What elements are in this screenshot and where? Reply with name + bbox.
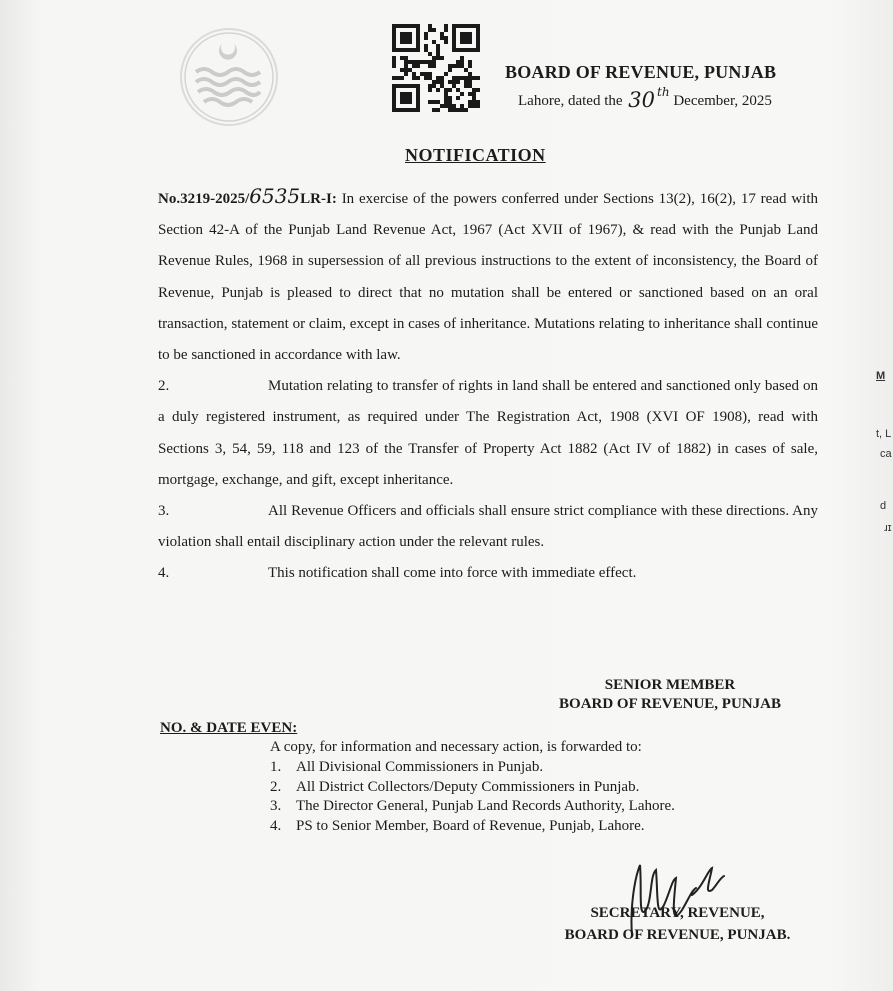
qr-code bbox=[392, 24, 480, 112]
organization-name: BOARD OF REVENUE, PUNJAB bbox=[505, 62, 777, 82]
date-ordinal: th bbox=[657, 85, 670, 99]
signatory-senior-member: SENIOR MEMBER BOARD OF REVENUE, PUNJAB bbox=[559, 677, 781, 712]
handwritten-number: 6535 bbox=[249, 184, 301, 208]
document-page: BOARD OF REVENUE, PUNJAB Lahore, dated the 30 $^{th}$ December, 2025 NOTIFICATION No.3219-2025/6535LR-I: In exercise of the powers conferred under Sections 13(2), 16(2), 17 read with Section 42-A of the Punjab Land Revenue Act, 1967 (Act XVII of 1967), & read with the Punjab Land Revenue Rules, 1968 in supersession of all previous instructions to the extent of inconsistency, the Board of Revenue, Punjab is pleased to direct that no mutation shall be entered or sanctioned based on an oral transaction, statement or claim, except in cases of inheritance. Mutations relating to inheritance shall continue to be sanctioned in accordance with law. 2. Mutation relating to transfer of rights in land shall be entered and sanctioned only based on a duly registered instrument, as required under The Registration Act, 1908 (XVI OF 1908), read with Sections 3, 54, 59, 118 and 123 of the Transfer of Property Act 1882 (Act IV of 1882) in cases of sale, mortgage, exchange, and gift, except inheritance. 3. All Revenue Officers and officials shall ensure strict compliance with these directions. Any violation shall entail disciplinary action under the relevant rules. 4. This notification shall come into force with immediate effect. SENIOR MEMBER BOARD OF REVENUE, PUNJAB NO. & DATE EVEN: A copy, for information and necessary action, is forwarded to: 1. All Divisional Commissioners in Punjab. 2. All District Collectors/Deputy Commissioners in Punjab. 3. The Director General, Punjab Land Records Authority, Lahore. 4. PS to Senior Member, Board of Revenue, Punjab, Lahore. SECRETARY, REVENUE, BOARD OF REVENUE, PUNJAB. M t, L ca d ɹɪ bbox=[0, 0, 893, 991]
list-item: 3. The Director General, Punjab Land Records Authority, Lahore. bbox=[270, 798, 675, 814]
date-line bbox=[518, 86, 772, 110]
document-title: NOTIFICATION bbox=[405, 145, 546, 165]
list-item: 2. All District Collectors/Deputy Commissioners in Punjab. bbox=[270, 778, 640, 795]
list-item: 1. All Divisional Commissioners in Punjab. bbox=[270, 759, 544, 775]
paragraph-1: No.3219-2025/6535LR-I: In exercise of the powers conferred under Sections 13(2), 16(2), 17 read with Section 42-A of the Punjab Land Revenue Act, 1967 (Act XVII of 1967), & read with the Punjab Land Revenue Rules, 1968 in supersession of all previous instructions to the extent of inconsistency, the Board of Revenue, Punjab is pleased to direct that no mutation shall be entered or sanctioned based on an oral transaction, statement or claim, except in cases of inheritance. Mutations relating to inheritance shall continue to be sanctioned in accordance with law. bbox=[158, 184, 819, 364]
distribution-list bbox=[270, 758, 675, 836]
list-item: 4. PS to Senior Member, Board of Revenue, Punjab, Lahore. bbox=[270, 817, 645, 834]
signatory-secretary: SECRETARY, REVENUE, BOARD OF REVENUE, PUNJAB. bbox=[564, 905, 791, 943]
endorsement-heading: NO. & DATE EVEN: bbox=[160, 720, 298, 736]
paragraph-3: 3. All Revenue Officers and officials shall ensure strict compliance with these directions. Any violation shall entail disciplinary action under the relevant rules. bbox=[158, 503, 818, 551]
paragraph-2: 2. Mutation relating to transfer of rights in land shall be entered and sanctioned only based on a duly registered instrument, as required under The Registration Act, 1908 (XVI OF 1908), read with Sections 3, 54, 59, 118 and 123 of the Transfer of Property Act 1882 (Act IV of 1882) in cases of sale, mortgage, exchange, and gift, except inheritance. bbox=[158, 378, 818, 488]
notification-body bbox=[158, 181, 818, 590]
date-prefix: Lahore, dated the bbox=[518, 93, 623, 109]
handwritten-day: 30 bbox=[628, 88, 656, 112]
punjab-emblem-logo bbox=[180, 28, 278, 126]
date-month-year: December, 2025 bbox=[673, 93, 772, 109]
letterhead bbox=[505, 62, 777, 112]
endorsement-intro: A copy, for information and necessary action, is forwarded to: bbox=[270, 739, 642, 755]
reference-number: No.3219-2025/6535LR-I: bbox=[158, 184, 337, 208]
paragraph-4: 4. This notification shall come into force with immediate effect. bbox=[158, 565, 637, 582]
